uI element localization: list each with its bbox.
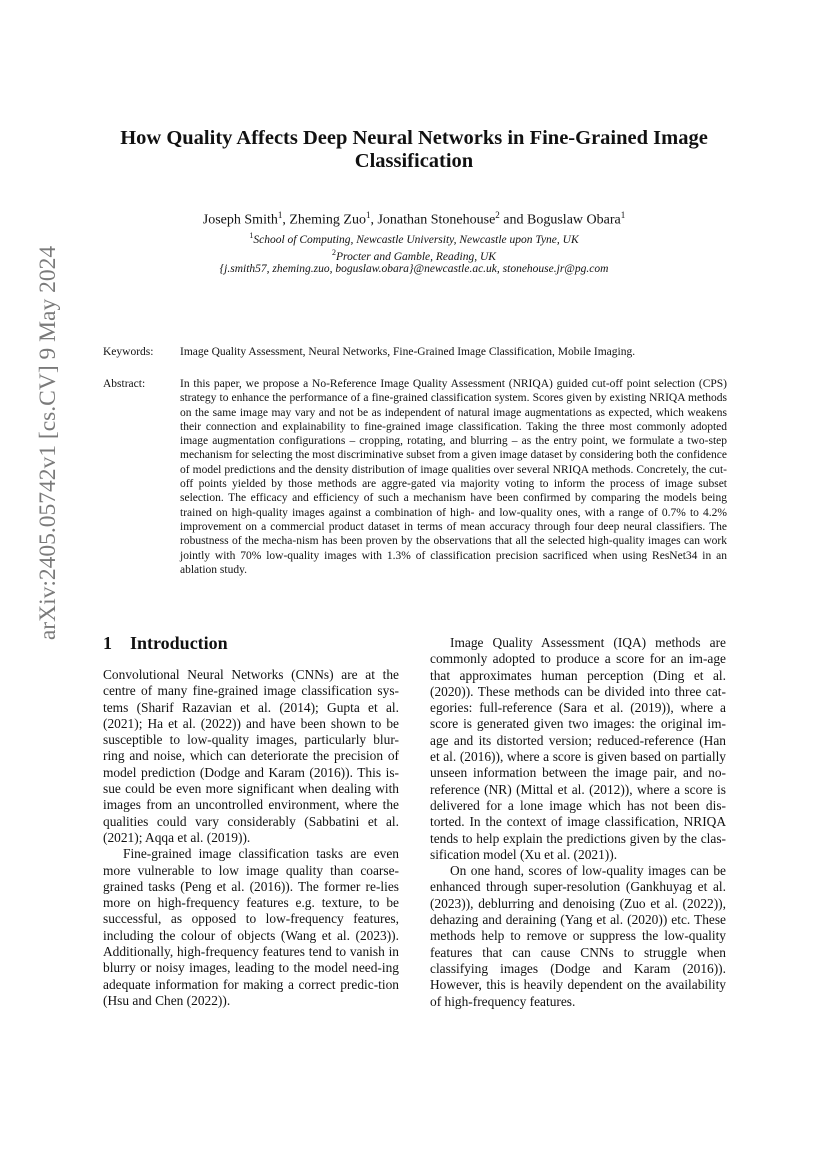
- body-paragraph: Fine-grained image classification tasks are even more vulnerable to low image quality than coarse-grained tasks (Peng et al. (2016)). The former re-lies more on high-frequency features e.g. texture, to be successful, as opposed to low-frequency features, including the colour of objects (Wang et al. (2023)). Additionally, high-frequency features tend to vanish in blurry or noisy images, leading to the model need-ing adequate information for making a correct predic-tion (Hsu and Chen (2022)).: [103, 846, 399, 1008]
- section-heading: [103, 632, 399, 654]
- section-number: 1: [103, 633, 112, 653]
- author-separator: and: [499, 212, 528, 228]
- arxiv-identifier-stamp: [24, 70, 61, 840]
- affiliation-number: 1: [249, 231, 254, 240]
- author-name: Zheming Zuo: [289, 212, 366, 228]
- author-name: Joseph Smith: [202, 212, 278, 228]
- author-emails: {j.smith57, zheming.zuo, boguslaw.obara}@newcastle.ac.uk, stonehouse.jr@pg.com: [219, 263, 609, 275]
- keywords-label: Keywords:: [103, 346, 154, 358]
- author-separator: ,: [370, 212, 378, 228]
- paper-title: How Quality Affects Deep Neural Networks in Fine-Grained Image Classification: [120, 127, 708, 172]
- author-name: Jonathan Stonehouse: [377, 212, 496, 228]
- body-paragraph: On one hand, scores of low-quality images can be enhanced through super-resolution (Gankhuyag et al. (2023)), deblurring and denoising (Zuo et al. (2022)), dehazing and deraining (Yang et al. (2020)) etc. These methods help to remove or suppress the low-quality features that can cause CNNs to struggle when classifying images (Dodge and Karam (2016)). However, this is heavily dependent on the availability of high-frequency features.: [430, 863, 726, 1009]
- author-affiliation-mark: 1: [620, 210, 626, 220]
- author-affiliation-mark: 1: [365, 210, 371, 220]
- author-name: Boguslaw Obara: [527, 212, 621, 228]
- affiliation-number: 2: [332, 248, 337, 257]
- right-column: [430, 632, 726, 1010]
- affiliation-text: School of Computing, Newcastle University, Newcastle upon Tyne, UK: [253, 233, 579, 246]
- author-separator: ,: [282, 212, 290, 228]
- body-paragraph: Convolutional Neural Networks (CNNs) are at the centre of many fine-grained image classification sys-tems (Sharif Razavian et al. (2014); Gupta et al. (2021); Ha et al. (2022)) and have been shown to be susceptible to low-quality images, particularly blur-ring and noise, which can deteriorate the precision of model prediction (Dodge and Karam (2016)). This is-sue could be even more significant when dealing with images from an uncontrolled environment, where the qualities could vary considerably (Sabbatini et al. (2021); Aqqa et al. (2019)).: [103, 667, 399, 845]
- keywords-text: Image Quality Assessment, Neural Networks, Fine-Grained Image Classification, Mobile Imaging.: [180, 346, 636, 358]
- author-affiliation-mark: 2: [495, 210, 500, 220]
- author-affiliation-mark: 1: [277, 210, 283, 220]
- affiliation-text: Procter and Gamble, Reading, UK: [336, 250, 496, 263]
- abstract-label: Abstract:: [103, 378, 146, 390]
- section-title: Introduction: [130, 633, 228, 653]
- arxiv-id-text: arXiv:2405.05742v1 [cs.CV] 9 May 2024: [35, 245, 61, 641]
- abstract-text: In this paper, we propose a No-Reference Image Quality Assessment (NRIQA) guided cut-off point selection (CPS) strategy to enhance the performance of a fine-grained classification system. Scores given by existing NRIQA methods on the same image may vary and not be as independent of natural image augmentations as expected, which weakens their connection and explainability to fine-grained image classification. Taking the three most commonly adopted image augmentation configurations – cropping, rotating, and blurring – as the entry point, we formulate a two-step mechanism for selecting the most discriminative subset from a given image dataset by considering both the confidence of model predictions and the density distribution of image qualities over several NRIQA methods. Concretely, the cut-off points yielded by those methods are aggre-gated via majority voting to inform the process of image subset selection. The efficacy and efficiency of such a mechanism have been confirmed by comparing the models being trained on high-quality images against a combination of high- and low-quality ones, with a range of 0.7% to 4.2% improvement on a commercial product dataset in terms of mean accuracy through four deep neural classifiers. The robustness of the mecha-nism has been proven by the observations that all the selected high-quality images can work jointly with 70% low-quality images with 1.3% of classification precision sacrificed when using ResNet34 in an ablation study.: [180, 378, 727, 576]
- affiliation-1: [120, 229, 708, 247]
- left-column: [103, 632, 399, 1009]
- author-list: [120, 206, 708, 230]
- body-paragraph: Image Quality Assessment (IQA) methods are commonly adopted to produce a score for an im-age that approximates human perception (Ding et al. (2020)). These methods can be divided into three cat-egories: full-reference (Sara et al. (2019)), where a score is generated given two images: the original im-age and its distorted version; reduced-reference (Han et al. (2016)), where a score is given based on partially unseen information between the image pair, and no-reference (NR) (Mittal et al. (2012)), where a score is delivered for a lone image which has not been dis-torted. In the context of image classification, NRIQA tends to help explain the predictions given by the clas-sification model (Xu et al. (2021)).: [430, 635, 726, 862]
